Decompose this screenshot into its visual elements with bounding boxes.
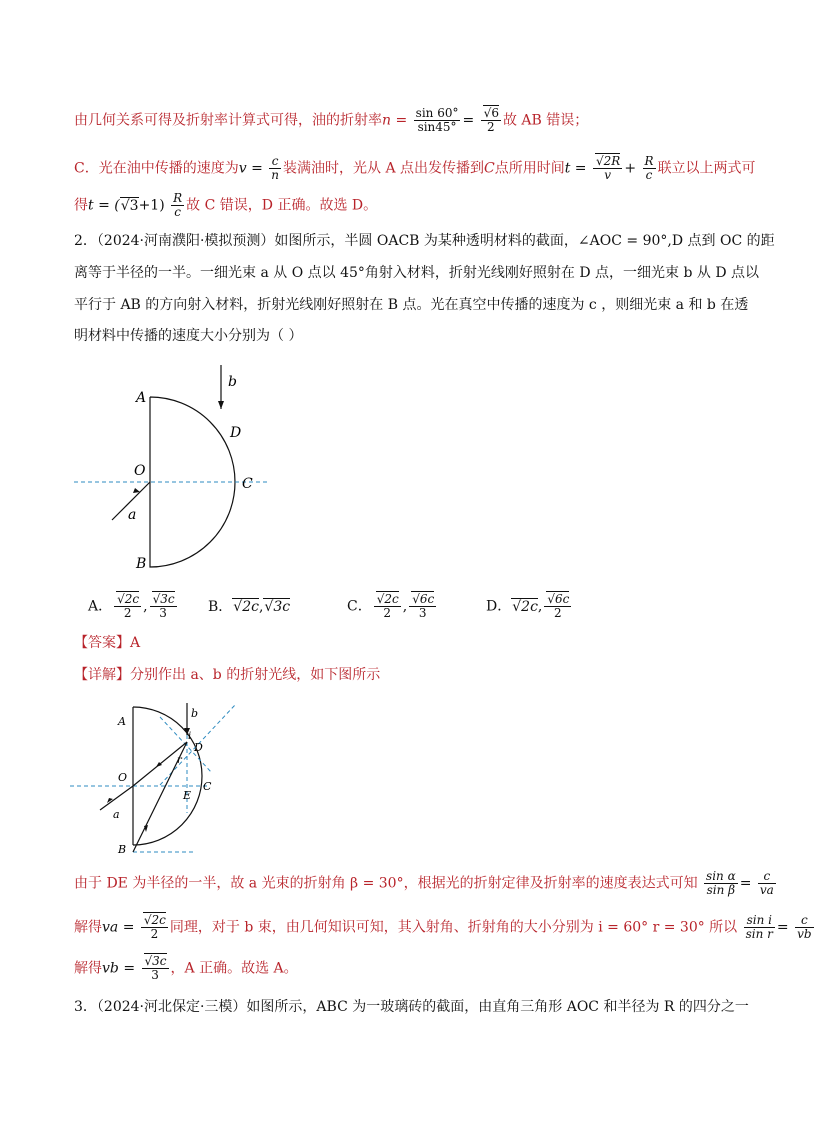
label-D: D [194,741,203,754]
answer: 【答案】A [74,635,141,651]
label-r: r [177,755,182,766]
sol-line2: 解得va = √ $\frac{2c}{2}$ 同理，对于 b 束，由几何知识可知，其入射角、折射角的大小分别为 i = 60° r = 30° 所以 $\frac{\text{sin i}}{\text{sin r}}$ = $\frac{c}{vb}$ [74,914,816,941]
label-a: a [113,808,120,821]
label-i: i [188,731,192,742]
label-B: B [118,843,127,856]
option-B[interactable]: B．√ 2c,√ 3c [208,596,290,616]
q2-line1: 2．（2024·河南濮阳·模拟预测）如图所示，半圆 OACB 为某种透明材料的截面，∠AOC = 90°,D 点到 OC 的距 [74,233,775,249]
fraction: $\frac{\text{sin α}}{\text{sin β}}$ [706,869,736,897]
label-B: B [136,556,147,572]
ray-b-arrow-icon [218,401,224,409]
fraction: $\frac{R}{c}$ [644,154,654,182]
fraction: $\frac{R}{c}$ [173,191,183,219]
label-C: C [203,780,212,793]
option-C[interactable]: C． √ $\frac{2c}{2}$ , √ $\frac{6c}{3}$ [347,593,438,620]
sol-line1: 由于 DE 为半径的一半，故 a 光束的折射角 β = 30°，根据光的折射定律及折射率的速度表达式可知 $\frac{\text{sin α}}{\text{sin β}}$ = $\frac{c}{va}$ [74,869,774,897]
label-C: C [242,476,253,492]
ray-a-in [100,786,133,810]
fraction: √ $\frac{3c}{3}$ [142,955,169,982]
label-A: A [118,715,126,728]
s1-line2: C．光在油中传播的速度为v = $\frac{c}{n}$ 装满油时，光从 A 点出发传播到C点所用时间t = √ $\frac{2R}{v}$ + $\frac{R}{c}$ 联立以上两式可 [74,155,756,182]
q3-line1: 3．（2024·河北保定·三模）如图所示，ABC 为一玻璃砖的截面，由直角三角形 AOC 和半径为 R 的四分之一 [74,999,749,1015]
label-A: A [136,390,147,406]
fraction: $\frac{c}{n}$ [271,154,279,182]
fraction: √ $\frac{2R}{v}$ [593,155,622,182]
fraction: $\frac{c}{vb}$ [797,913,812,941]
s1-line1: 由几何关系可得及折射率计算式可得，油的折射率n = $\frac{\sin 60^\circ}{\sin 45^\circ}$ = √ $\frac{6}{2}$ 故 AB 错误； [74,107,588,134]
label-b: b [228,374,237,390]
label-E: E [183,789,192,802]
sol-line3: 解得vb = √ $\frac{3c}{3}$ ，A 正确。故选 A。 [74,955,298,982]
fraction: $\frac{\text{sin i}}{\text{sin r}}$ [745,913,773,941]
option-A[interactable]: A． √ $\frac{2c}{2}$ , √ $\frac{3c}{3}$ [88,593,179,620]
q2-line3: 平行于 AB 的方向射入材料，折射光线刚好照射在 B 点。光在真空中传播的速度为 c ，则细光束 a 和 b 在透 [74,297,749,313]
label-D: D [230,425,242,441]
label-a: a [128,507,137,523]
q2-line4: 明材料中传播的速度大小分别为（ ） [74,328,303,344]
q2-line2: 离等于半径的一半。一细光束 a 从 O 点以 45°角射入材料，折射光线刚好照射在 D 点，一细光束 b 从 D 点以 [74,265,759,281]
option-D[interactable]: D．√ 2c, √ $\frac{6c}{2}$ [486,593,573,620]
detail: 【详解】分别作出 a、b 的折射光线，如下图所示 [74,667,381,683]
fraction: $\frac{\sin 60^\circ}{\sin 45^\circ}$ [415,106,459,134]
figure-solution [60,695,260,860]
arc [133,707,202,845]
label-O: O [118,771,128,784]
label-b: b [191,707,199,720]
label-O: O [134,463,146,479]
fraction: $\frac{c}{va}$ [759,869,774,897]
fraction: √ $\frac{6}{2}$ [481,107,501,134]
fraction: √ $\frac{2c}{2}$ [141,914,168,941]
figure-semicircle [60,355,280,580]
s1-line3: 得t = (√ 3+1) $\frac{R}{c}$ 故 C 错误，D 正确。故选 D。 [74,192,377,219]
